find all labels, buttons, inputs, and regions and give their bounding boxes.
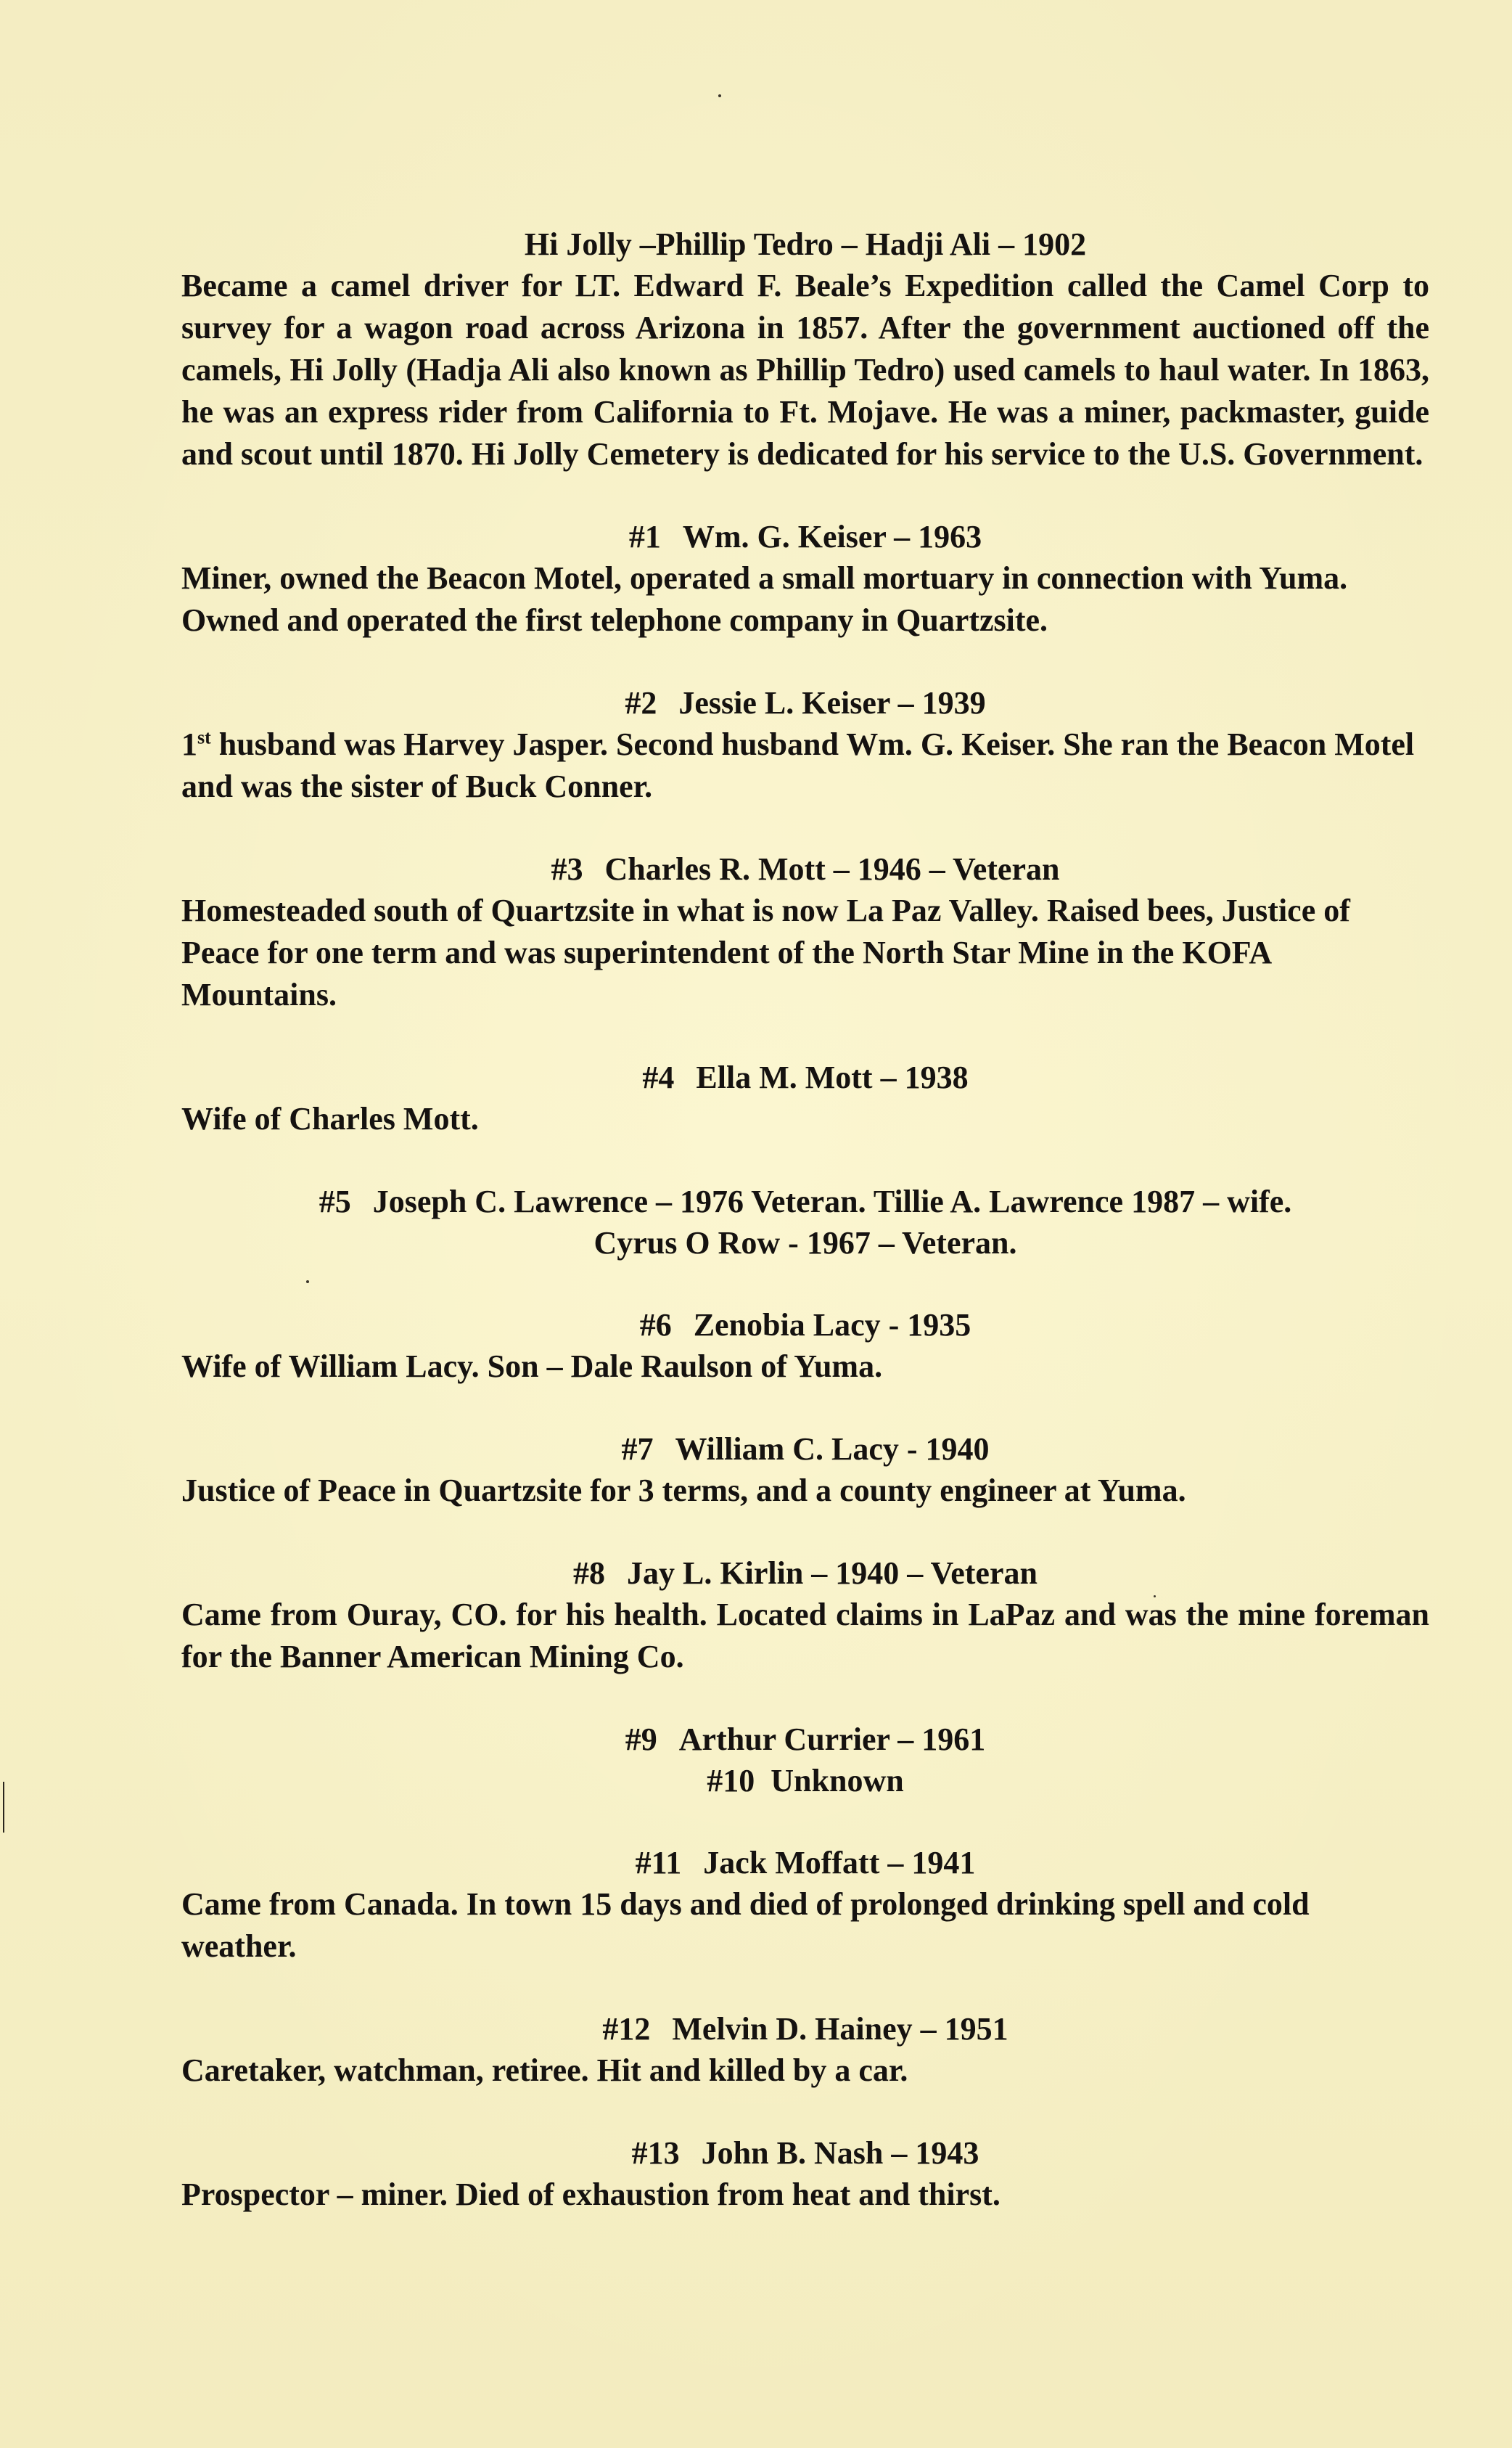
entry-name: Wm. G. Keiser – 1963 — [682, 519, 982, 554]
entry-9-10 — [181, 1719, 1429, 1801]
entry-name: Ella M. Mott – 1938 — [696, 1060, 969, 1095]
cemetery-record-list — [181, 224, 1429, 2256]
plot-number: #11 — [635, 1845, 682, 1880]
entry-heading — [181, 1181, 1429, 1222]
plot-number: #3 — [551, 851, 583, 887]
entry-name: Melvin D. Hainey – 1951 — [672, 2011, 1008, 2047]
entry-heading — [181, 516, 1429, 557]
entry-hi-jolly — [181, 224, 1429, 475]
entry-heading — [181, 2008, 1429, 2050]
entry-heading — [181, 1057, 1429, 1098]
plot-number: #10 — [707, 1763, 755, 1798]
entry-12 — [181, 2008, 1429, 2092]
entry-name: William C. Lacy - 1940 — [675, 1431, 990, 1467]
entry-name: Jessie L. Keiser – 1939 — [678, 685, 986, 721]
plot-number: #12 — [602, 2011, 651, 2047]
entry-name: Jay L. Kirlin – 1940 – Veteran — [627, 1555, 1038, 1591]
entry-11 — [181, 1842, 1429, 1968]
entry-6 — [181, 1304, 1429, 1388]
plot-number: #2 — [625, 685, 657, 721]
entry-heading — [181, 1719, 1429, 1760]
plot-number: #5 — [319, 1184, 351, 1219]
entry-heading — [181, 2132, 1429, 2174]
entry-4 — [181, 1057, 1429, 1140]
entry-name: Joseph C. Lawrence – 1976 Veteran. Tillie A. Lawrence 1987 – wife. — [372, 1184, 1292, 1219]
plot-number: #6 — [639, 1307, 672, 1343]
entry-name: Arthur Currier – 1961 — [678, 1722, 986, 1757]
entry-description: Became a camel driver for LT. Edward F. Beale’s Expedition called the Camel Corp to survey for a wagon road across Arizona in 1857. After the government auctioned off the camels, Hi Jolly (Hadja Ali also known as Phillip Tedro) used camels to haul water. In 1863, he was an express rider from California to Ft. Mojave. He was a miner, packmaster, guide and scout until 1870. Hi Jolly Cemetery is dedicated for his service to the U.S. Government. — [181, 268, 1429, 472]
entry-description: Came from Canada. In town 15 days and died of prolonged drinking spell and cold weather. — [181, 1886, 1310, 1964]
entry-description: Justice of Peace in Quartzsite for 3 terms, and a county engineer at Yuma. — [181, 1473, 1186, 1508]
entry-description-text: husband was Harvey Jasper. Second husband Wm. G. Keiser. She ran the Beacon Motel and was the sister of Buck Conner. — [181, 726, 1415, 804]
plot-number: #9 — [625, 1722, 657, 1757]
entry-heading — [181, 1304, 1429, 1346]
entry-heading — [181, 848, 1429, 890]
entry-heading: Hi Jolly –Phillip Tedro – Hadji Ali – 1902 — [524, 226, 1087, 262]
plot-number: #13 — [631, 2135, 680, 2171]
entry-5 — [181, 1181, 1429, 1264]
entry-heading-line-2: Cyrus O Row - 1967 – Veteran. — [593, 1225, 1017, 1261]
entry-heading — [181, 1842, 1429, 1883]
entry-name: John B. Nash – 1943 — [701, 2135, 979, 2171]
entry-13 — [181, 2132, 1429, 2216]
entry-1 — [181, 516, 1429, 642]
entry-description: Prospector – miner. Died of exhaustion from heat and thirst. — [181, 2177, 1001, 2212]
entry-description: Miner, owned the Beacon Motel, operated a small mortuary in connection with Yuma. Owned and operated the first telephone company in Quartzsite. — [181, 560, 1348, 638]
entry-name: Unknown — [771, 1763, 904, 1798]
entry-description — [181, 724, 1429, 808]
plot-number: #8 — [573, 1555, 606, 1591]
entry-name: Charles R. Mott – 1946 – Veteran — [604, 851, 1060, 887]
plot-number: #4 — [642, 1060, 675, 1095]
entry-8 — [181, 1552, 1429, 1678]
entry-description: Caretaker, watchman, retiree. Hit and killed by a car. — [181, 2052, 908, 2088]
entry-heading-line-2 — [181, 1760, 1429, 1801]
plot-number: #1 — [628, 519, 661, 554]
entry-heading — [181, 682, 1429, 724]
ordinal-suffix: st — [197, 726, 211, 748]
entry-description: Wife of William Lacy. Son – Dale Raulson of Yuma. — [181, 1348, 883, 1384]
entry-7 — [181, 1428, 1429, 1512]
paper-speck — [718, 94, 721, 97]
entry-2 — [181, 682, 1429, 808]
entry-description: Wife of Charles Mott. — [181, 1101, 479, 1137]
entry-heading — [181, 1552, 1429, 1594]
plot-number: #7 — [621, 1431, 654, 1467]
ordinal-number: 1 — [181, 726, 197, 762]
entry-name: Jack Moffatt – 1941 — [703, 1845, 976, 1880]
entry-description: Came from Ouray, CO. for his health. Located claims in LaPaz and was the mine foreman for the Banner American Mining Co. — [181, 1597, 1429, 1674]
entry-description: Homesteaded south of Quartzsite in what is now La Paz Valley. Raised bees, Justice of Peace for one term and was superintendent of the North Star Mine in the KOFA Mountains. — [181, 893, 1350, 1012]
paper-edge-mark — [3, 1782, 4, 1833]
entry-name: Zenobia Lacy - 1935 — [693, 1307, 971, 1343]
entry-heading — [181, 1428, 1429, 1470]
entry-3 — [181, 848, 1429, 1016]
